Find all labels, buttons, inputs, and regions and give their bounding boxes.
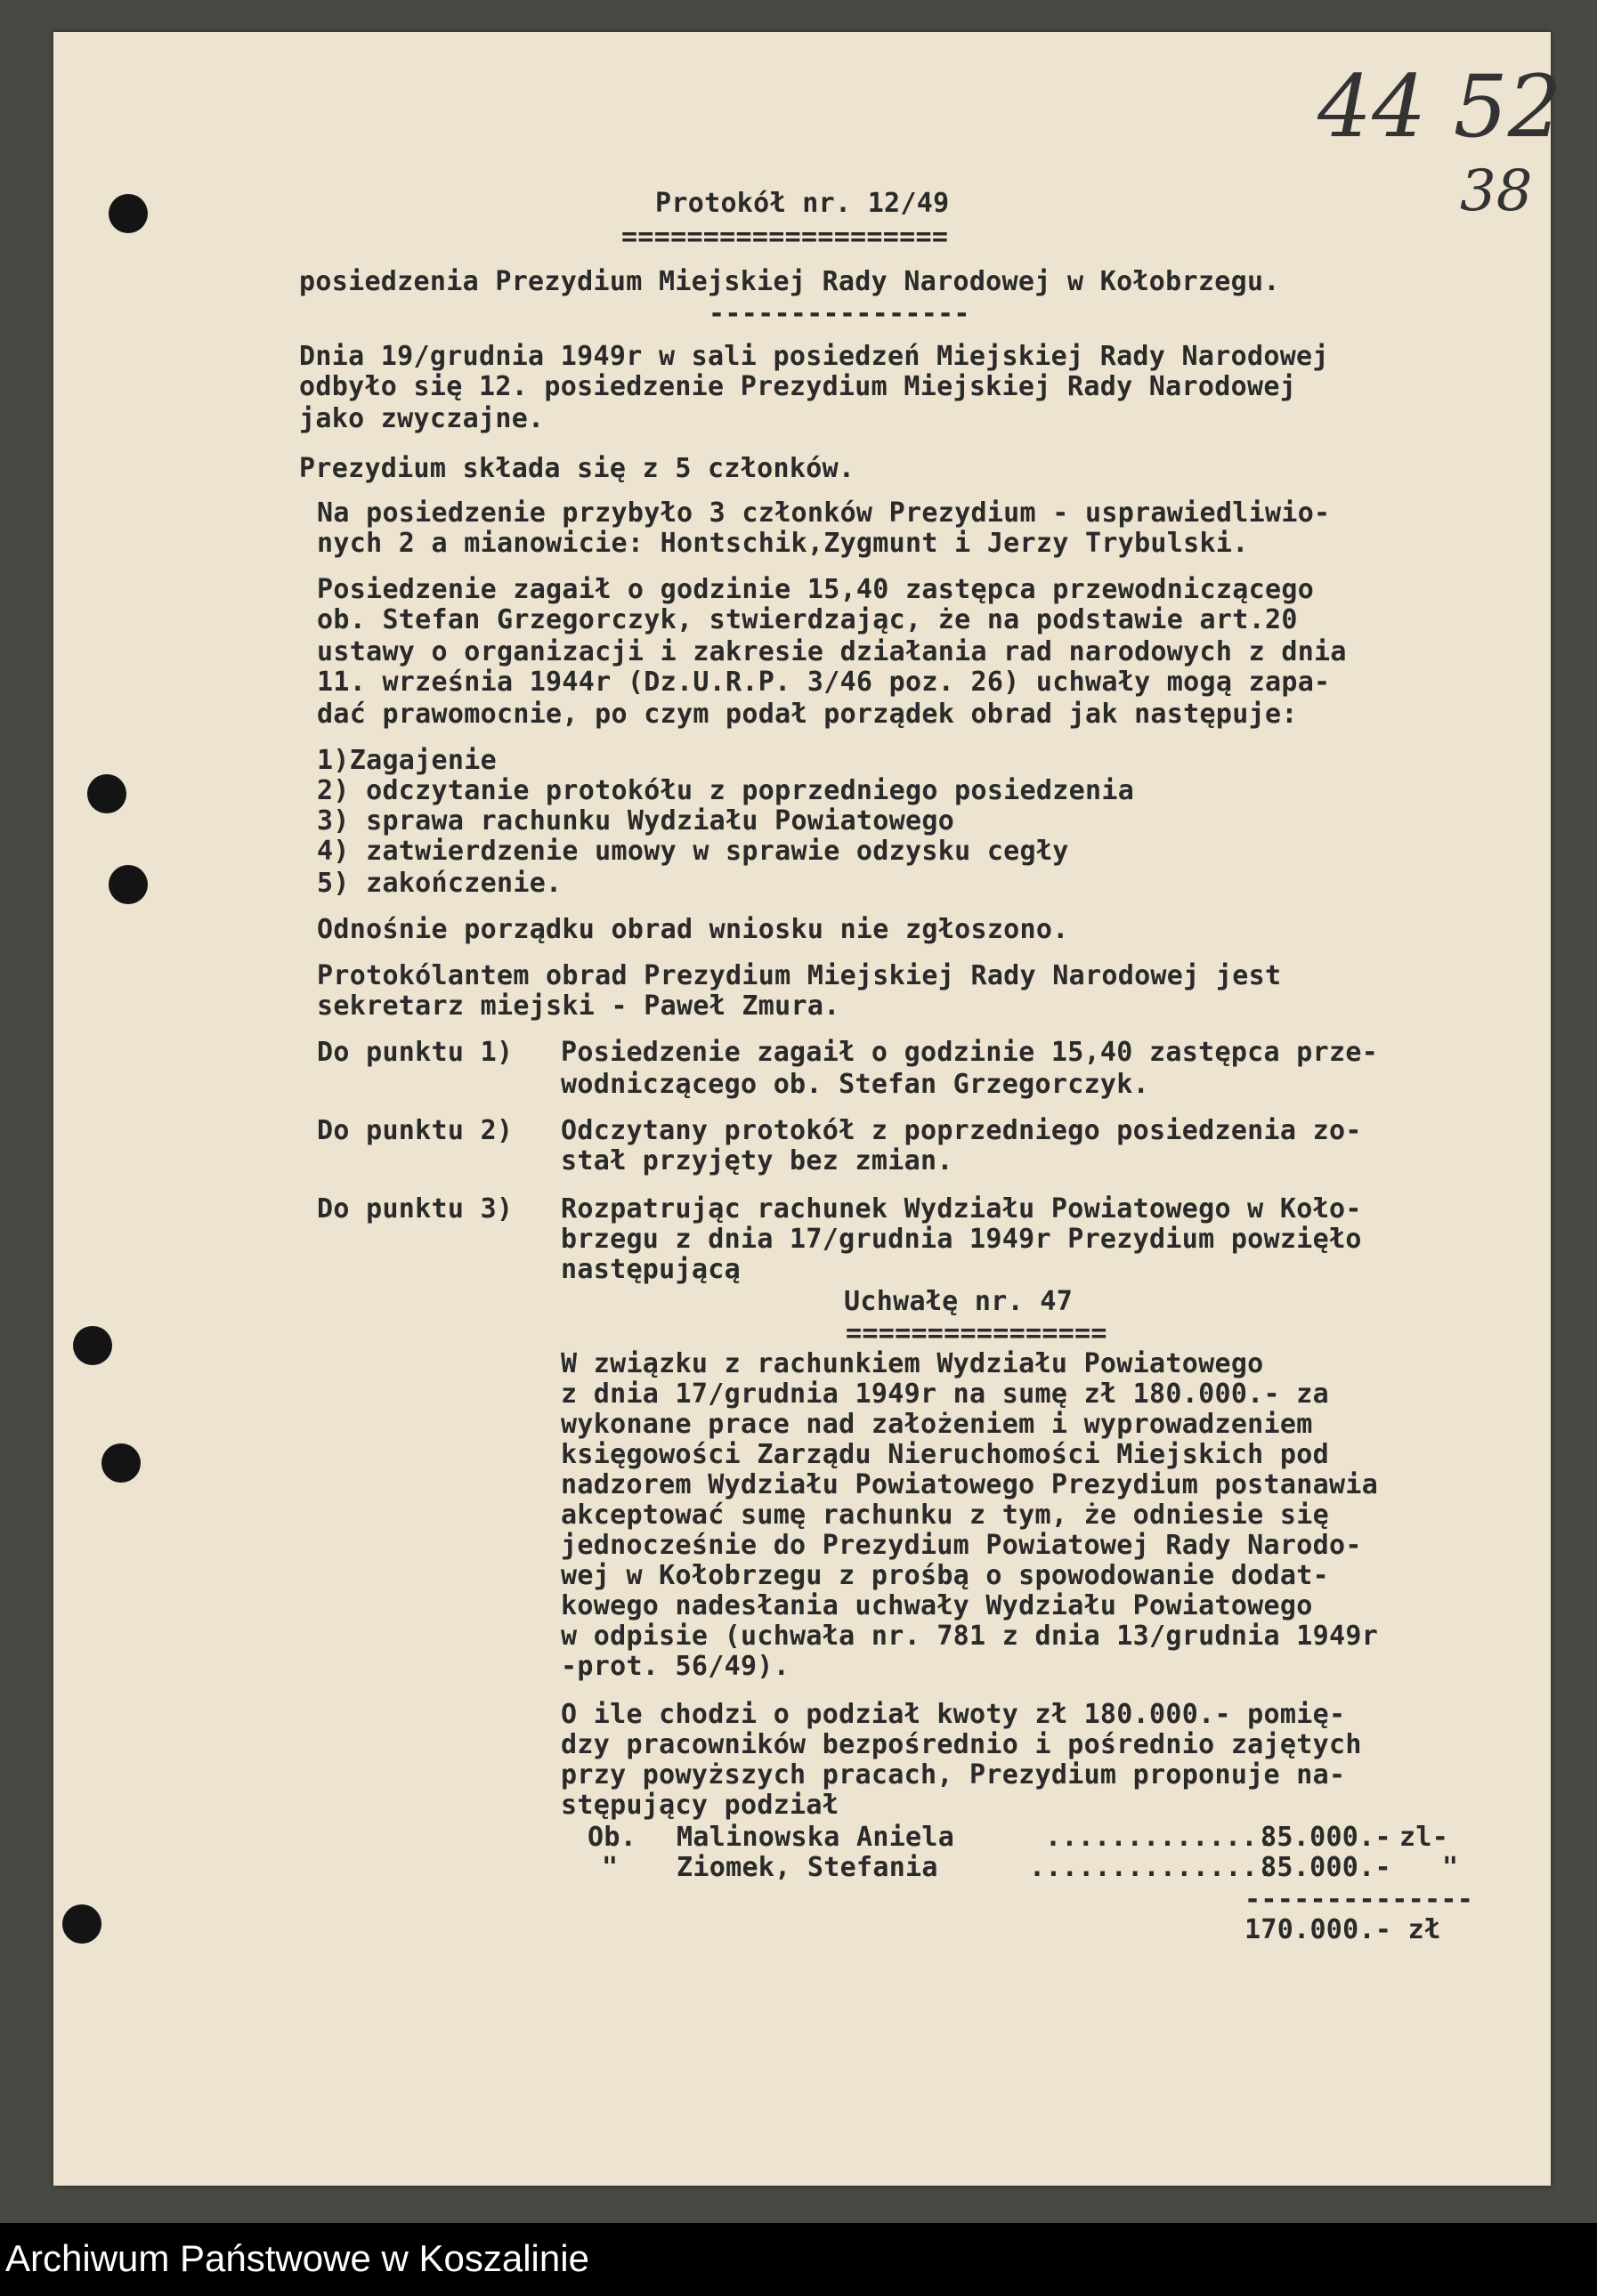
resolution-line: -prot. 56/49).	[561, 1651, 790, 1682]
punch-hole	[62, 1904, 101, 1944]
paragraph-line: jako zwyczajne.	[299, 403, 545, 434]
resolution-underline: ================	[846, 1318, 1107, 1349]
distribution-dots: ...............	[1029, 1852, 1275, 1883]
agenda-item: 2) odczytanie protokółu z poprzedniego posiedzenia	[317, 775, 1135, 806]
distribution-unit: zl-	[1399, 1822, 1449, 1853]
punch-hole	[73, 1326, 112, 1365]
distribution-intro: stępujący podział	[561, 1790, 839, 1821]
handwritten-old-number: 38	[1460, 158, 1533, 224]
agenda-item: 3) sprawa rachunku Wydziału Powiatowego	[317, 805, 955, 837]
punch-hole	[101, 1443, 141, 1483]
paragraph-line: ob. Stefan Grzegorczyk, stwierdzając, że na podstawie art.20	[317, 604, 1298, 635]
point-label: Do punktu 1)	[317, 1037, 514, 1068]
agenda-item: 5) zakończenie.	[317, 868, 563, 899]
punch-hole	[109, 194, 148, 233]
paragraph-line: Odnośnie porządku obrad wniosku nie zgłoszono.	[317, 914, 1069, 945]
paragraph-line: Dnia 19/grudnia 1949r w sali posiedzeń Miejskiej Rady Narodowej	[299, 341, 1329, 372]
distribution-intro: O ile chodzi o podział kwoty zł 180.000.- pomię-	[561, 1699, 1346, 1730]
handwritten-page-number: 44 52	[1317, 57, 1562, 157]
distribution-prefix: Ob.	[588, 1822, 637, 1853]
resolution-line: kowego nadesłania uchwały Wydziału Powiatowego	[561, 1590, 1313, 1621]
resolution-line: akceptować sumę rachunku z tym, że odniesie się	[561, 1500, 1329, 1531]
resolution-line: nadzorem Wydziału Powiatowego Prezydium postanawia	[561, 1469, 1379, 1500]
paragraph-line: 11. września 1944r (Dz.U.R.P. 3/46 poz. 26) uchwały mogą zapa-	[317, 667, 1331, 698]
point-text: Posiedzenie zagaił o godzinie 15,40 zastępca prze-	[561, 1037, 1379, 1068]
paragraph-line: ustawy o organizacji i zakresie działania rad narodowych z dnia	[317, 636, 1347, 667]
point-text: brzegu z dnia 17/grudnia 1949r Prezydium powzięło	[561, 1224, 1362, 1255]
resolution-title: Uchwałę nr. 47	[844, 1286, 1074, 1317]
distribution-total: 170.000.- zł	[1244, 1914, 1441, 1945]
point-label: Do punktu 2)	[317, 1115, 514, 1146]
distribution-intro: dzy pracowników bezpośrednio i pośrednio zajętych	[561, 1729, 1362, 1760]
document-subtitle: posiedzenia Prezydium Miejskiej Rady Narodowej w Kołobrzegu.	[299, 266, 1280, 297]
archive-footer-label: Archiwum Państwowe w Koszalinie	[5, 2237, 589, 2279]
sum-rule: --------------	[1244, 1884, 1474, 1915]
punch-hole	[87, 774, 126, 813]
distribution-prefix: "	[602, 1852, 619, 1883]
paragraph-line: Protokólantem obrad Prezydium Miejskiej Rady Narodowej jest	[317, 960, 1282, 991]
point-text: Rozpatrując rachunek Wydziału Powiatowego w Koło-	[561, 1193, 1362, 1225]
agenda-item: 4) zatwierdzenie umowy w sprawie odzysku cegły	[317, 836, 1069, 867]
point-text: Odczytany protokół z poprzedniego posiedzenia zo-	[561, 1115, 1362, 1146]
resolution-line: w odpisie (uchwała nr. 781 z dnia 13/grudnia 1949r	[561, 1621, 1379, 1652]
paragraph-line: nych 2 a mianowicie: Hontschik,Zygmunt i Jerzy Trybulski.	[317, 528, 1249, 559]
resolution-line: wej w Kołobrzegu z prośbą o spowodowanie dodat-	[561, 1560, 1329, 1591]
agenda-item: 1)Zagajenie	[317, 745, 497, 776]
distribution-name: Ziomek, Stefania	[677, 1852, 938, 1883]
paragraph-line: Posiedzenie zagaił o godzinie 15,40 zastępca przewodniczącego	[317, 574, 1315, 605]
resolution-line: księgowości Zarządu Nieruchomości Miejskich pod	[561, 1439, 1329, 1470]
distribution-amount: 85.000.-	[1261, 1852, 1391, 1883]
distribution-intro: przy powyższych pracach, Prezydium proponuje na-	[561, 1759, 1346, 1791]
point-label: Do punktu 3)	[317, 1193, 514, 1225]
point-text: następującą	[561, 1254, 741, 1285]
paragraph-line: Prezydium składa się z 5 członków.	[299, 453, 855, 484]
subtitle-underline: ----------------	[709, 298, 970, 329]
punch-hole	[109, 865, 148, 904]
resolution-line: wykonane prace nad założeniem i wyprowadzeniem	[561, 1409, 1313, 1440]
title-underline: ====================	[621, 222, 949, 253]
distribution-dots: ..............	[1045, 1822, 1275, 1853]
paragraph-line: odbyło się 12. posiedzenie Prezydium Miejskiej Rady Narodowej	[299, 371, 1297, 402]
paragraph-line: sekretarz miejski - Paweł Zmura.	[317, 990, 840, 1022]
distribution-name: Malinowska Aniela	[677, 1822, 955, 1853]
resolution-line: z dnia 17/grudnia 1949r na sumę zł 180.000.- za	[561, 1378, 1329, 1410]
archive-footer-bar	[0, 2223, 1597, 2296]
paragraph-line: Na posiedzenie przybyło 3 członków Prezydium - usprawiedliwio-	[317, 497, 1331, 529]
point-text: wodniczącego ob. Stefan Grzegorczyk.	[561, 1069, 1150, 1100]
distribution-unit: "	[1442, 1852, 1459, 1883]
resolution-line: jednocześnie do Prezydium Powiatowej Rady Narodo-	[561, 1530, 1362, 1561]
point-text: stał przyjęty bez zmian.	[561, 1145, 953, 1176]
resolution-line: W związku z rachunkiem Wydziału Powiatowego	[561, 1348, 1264, 1379]
document-title: Protokół nr. 12/49	[655, 188, 950, 219]
distribution-amount: 85.000.-	[1261, 1822, 1391, 1853]
paragraph-line: dać prawomocnie, po czym podał porządek obrad jak następuje:	[317, 699, 1298, 730]
